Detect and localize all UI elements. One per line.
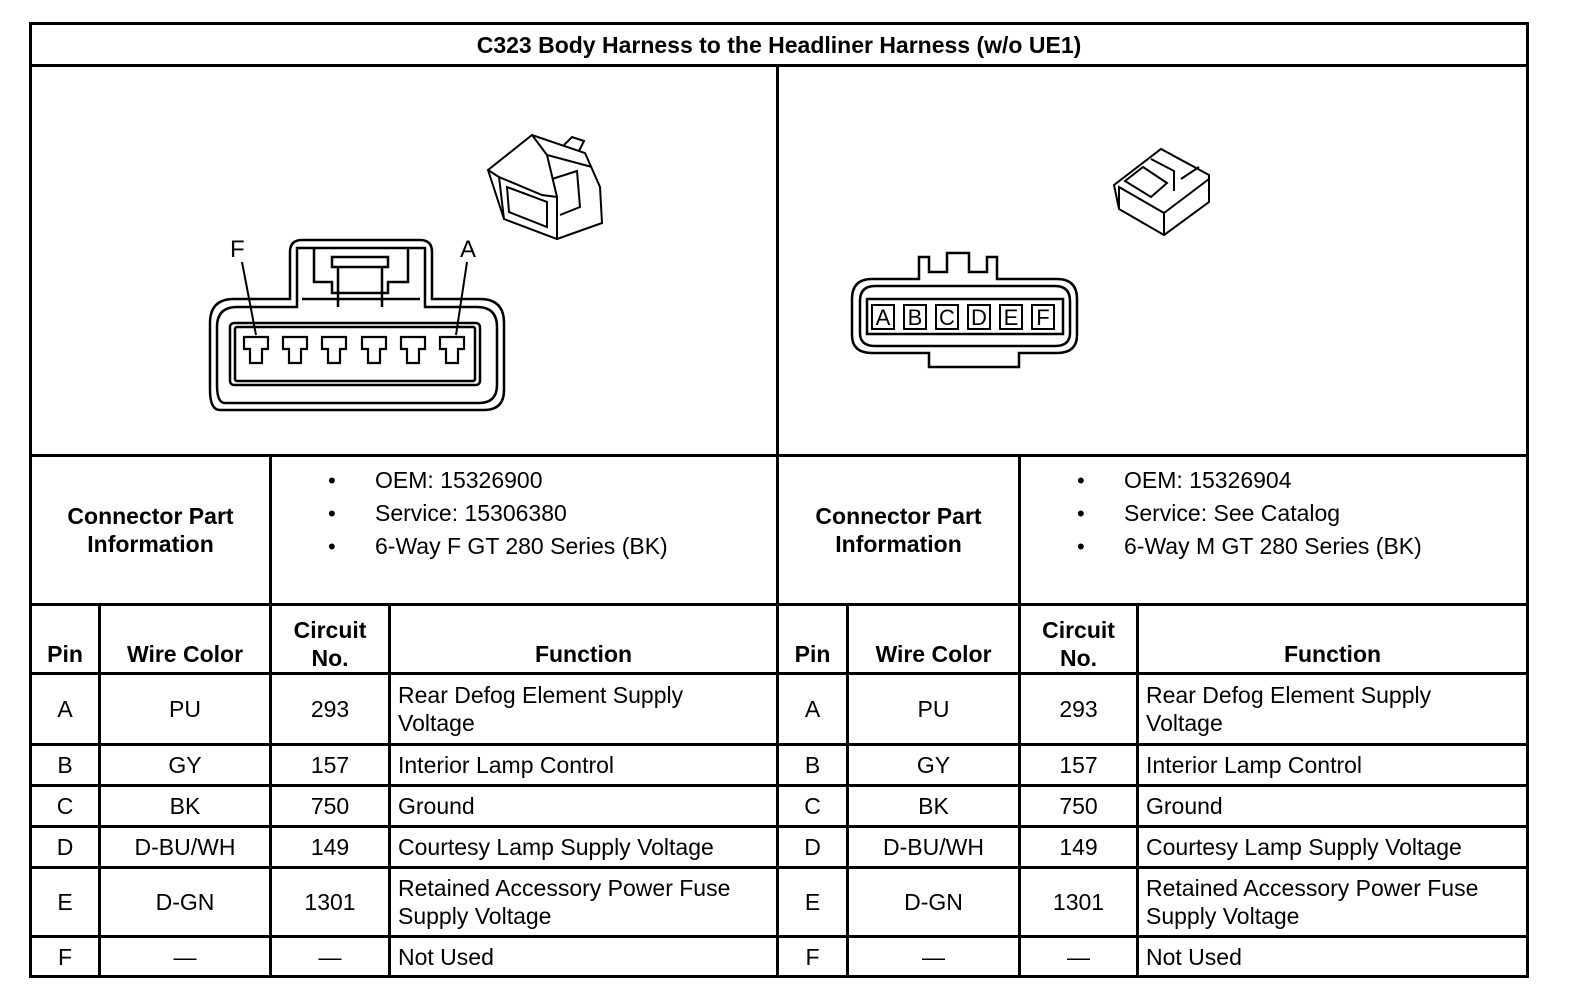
circuit-cell: 157 <box>310 752 350 778</box>
part-info-service: • Service: See Catalog <box>1077 497 1422 530</box>
wire-color-cell: PU <box>169 696 201 722</box>
function-cell: Courtesy Lamp Supply Voltage <box>398 834 714 860</box>
function-cell: Retained Accessory Power Fuse Supply Voltage <box>1146 875 1479 929</box>
part-info-label-right: Connector Part Information <box>815 503 982 557</box>
pin-label-f: F <box>1036 305 1050 330</box>
wire-color-cell: BK <box>918 793 949 819</box>
pin-label-e: E <box>1003 305 1019 330</box>
pin-cell: B <box>57 752 73 778</box>
pin-cell: A <box>804 696 821 722</box>
function-cell: Not Used <box>398 943 494 970</box>
pin-label-c: C <box>939 305 955 330</box>
circuit-cell: 750 <box>310 793 350 819</box>
column-header-circuit: Circuit No. <box>293 617 367 671</box>
pin-label-a: A <box>460 236 477 263</box>
column-header-circuit: Circuit No. <box>1042 617 1115 671</box>
pin-cell: D <box>804 834 821 860</box>
column-header-pin: Pin <box>47 641 83 667</box>
part-info-list-right <box>1077 464 1422 563</box>
female-connector-diagram <box>32 67 776 454</box>
pin-cell: A <box>57 696 73 722</box>
female-connector-3d-icon <box>488 135 602 239</box>
function-cell: Rear Defog Element Supply Voltage <box>1146 682 1432 736</box>
pin-label-b: B <box>907 305 923 330</box>
wire-color-cell: BK <box>169 793 201 819</box>
wire-color-cell: PU <box>917 696 950 722</box>
function-cell: Rear Defog Element Supply Voltage <box>398 682 684 736</box>
circuit-cell: 157 <box>1059 752 1098 778</box>
circuit-cell: 149 <box>310 834 350 860</box>
function-cell: Ground <box>1146 793 1223 819</box>
function-cell: Interior Lamp Control <box>1146 752 1363 778</box>
wire-color-cell: D-GN <box>904 889 963 915</box>
wire-color-cell: D-GN <box>155 889 215 915</box>
circuit-cell: 1301 <box>1052 889 1105 915</box>
part-info-label-left: Connector Part Information <box>67 503 234 557</box>
part-info-type: • 6-Way M GT 280 Series (BK) <box>1077 530 1422 563</box>
function-cell: Interior Lamp Control <box>398 752 615 778</box>
pin-label-d: D <box>971 305 987 330</box>
pin-cell: D <box>56 834 74 860</box>
pin-cell: F <box>805 943 820 970</box>
wire-color-cell: — <box>173 943 197 970</box>
function-cell: Not Used <box>1146 943 1242 970</box>
wire-color-cell: GY <box>168 752 202 778</box>
part-info-list-left <box>328 464 668 563</box>
column-header-function: Function <box>1283 641 1382 667</box>
pin-cell: E <box>57 889 73 915</box>
circuit-cell: — <box>1067 943 1090 970</box>
circuit-cell: 1301 <box>304 889 356 915</box>
pin-cell: E <box>804 889 821 915</box>
function-cell: Retained Accessory Power Fuse Supply Voltage <box>398 875 731 929</box>
circuit-cell: — <box>318 943 342 970</box>
page-title: C323 Body Harness to the Headliner Harness (w/o UE1) <box>476 32 1082 58</box>
column-header-pin: Pin <box>794 641 831 667</box>
wire-color-cell: D-BU/WH <box>883 834 984 860</box>
pin-label-a: A <box>875 305 891 330</box>
wire-color-cell: — <box>922 943 945 970</box>
column-header-wire-color: Wire Color <box>126 641 244 667</box>
pin-cell: C <box>56 793 74 819</box>
function-cell: Courtesy Lamp Supply Voltage <box>1146 834 1462 860</box>
male-connector-3d-icon <box>1114 149 1209 235</box>
circuit-cell: 293 <box>1059 696 1098 722</box>
pin-cell: C <box>804 793 821 819</box>
male-connector-diagram <box>779 67 1526 454</box>
column-header-wire-color: Wire Color <box>875 641 992 667</box>
wire-color-cell: D-BU/WH <box>134 834 236 860</box>
part-info-oem: • OEM: 15326904 <box>1077 464 1422 497</box>
part-info-oem: • OEM: 15326900 <box>328 464 668 497</box>
pin-cell: F <box>57 943 73 970</box>
circuit-cell: 149 <box>1059 834 1098 860</box>
function-cell: Ground <box>398 793 475 819</box>
part-info-type: • 6-Way F GT 280 Series (BK) <box>328 530 668 563</box>
column-header-function: Function <box>534 641 633 667</box>
pin-label-f: F <box>230 236 245 263</box>
wire-color-cell: GY <box>916 752 951 778</box>
pin-cell: B <box>804 752 821 778</box>
circuit-cell: 750 <box>1059 793 1098 819</box>
circuit-cell: 293 <box>310 696 350 722</box>
part-info-service: • Service: 15306380 <box>328 497 668 530</box>
